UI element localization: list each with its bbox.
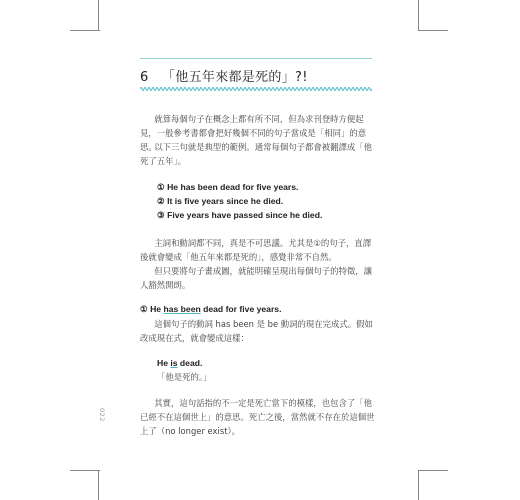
present-prefix: He <box>157 358 171 368</box>
header-rule <box>140 58 372 59</box>
example-present-tense <box>157 358 202 368</box>
present-suffix: dead. <box>177 358 203 368</box>
section-heading-prefix: ① He <box>140 304 164 314</box>
chapter-number: 6 <box>140 70 149 85</box>
crop-mark <box>98 470 99 500</box>
discussion-paragraph-1: 主詞和動詞都不同，真是不可思議。尤其是①的句子，直譯後就會變成「他五年來都是死的」，感覺非常不自然。 <box>140 238 372 262</box>
page-number: 022 <box>98 408 106 422</box>
crop-mark <box>70 30 100 31</box>
section-paragraph-1: 這個句子的動詞 has been 是 be 動詞的現在完成式。假如改成現在式，就會變成這樣： <box>140 319 373 343</box>
section-heading-1 <box>140 304 281 315</box>
intro-paragraph-2: 以下三句就是典型的範例。通常每個句子都會被翻譯成「他死了五年」。 <box>140 142 373 166</box>
crop-mark <box>70 470 100 471</box>
section-heading-verb: has been <box>163 304 201 314</box>
intro-paragraph-1: 就算每個句子在概念上都有所不同，但為求刊登時方便起見，一般參考書都會把好幾個不同的句子當成是「相同」的意思。 <box>140 114 367 152</box>
chapter-title-text: 「他五年來都是死的」?! <box>162 70 308 85</box>
crop-mark <box>98 0 99 30</box>
crop-mark <box>418 470 448 471</box>
present-verb: is <box>170 358 178 368</box>
crop-mark <box>418 0 419 30</box>
example-sentence-3: ③ Five years have passed since he died. <box>157 210 323 220</box>
chapter-title <box>140 66 308 85</box>
crop-mark <box>418 30 448 31</box>
example-sentence-1: ① He has been dead for five years. <box>157 182 299 192</box>
closing-paragraph: 其實，這句話指的不一定是死亡當下的模樣，也包含了「他已經不在這個世上」的意思。死亡之後，當然就不存在於這個世上了（no longer exist）。 <box>140 398 375 436</box>
crop-mark <box>418 470 419 500</box>
section-heading-suffix: dead for five years. <box>200 304 282 314</box>
discussion-paragraph-2: 但只要將句子畫成圖，就能明確呈現出每個句子的特徵，讓人豁然開朗。 <box>140 266 373 290</box>
wavy-divider <box>140 86 372 92</box>
example-translation: 「他是死的。」 <box>157 372 212 382</box>
example-sentence-2: ② It is five years since he died. <box>157 196 284 206</box>
